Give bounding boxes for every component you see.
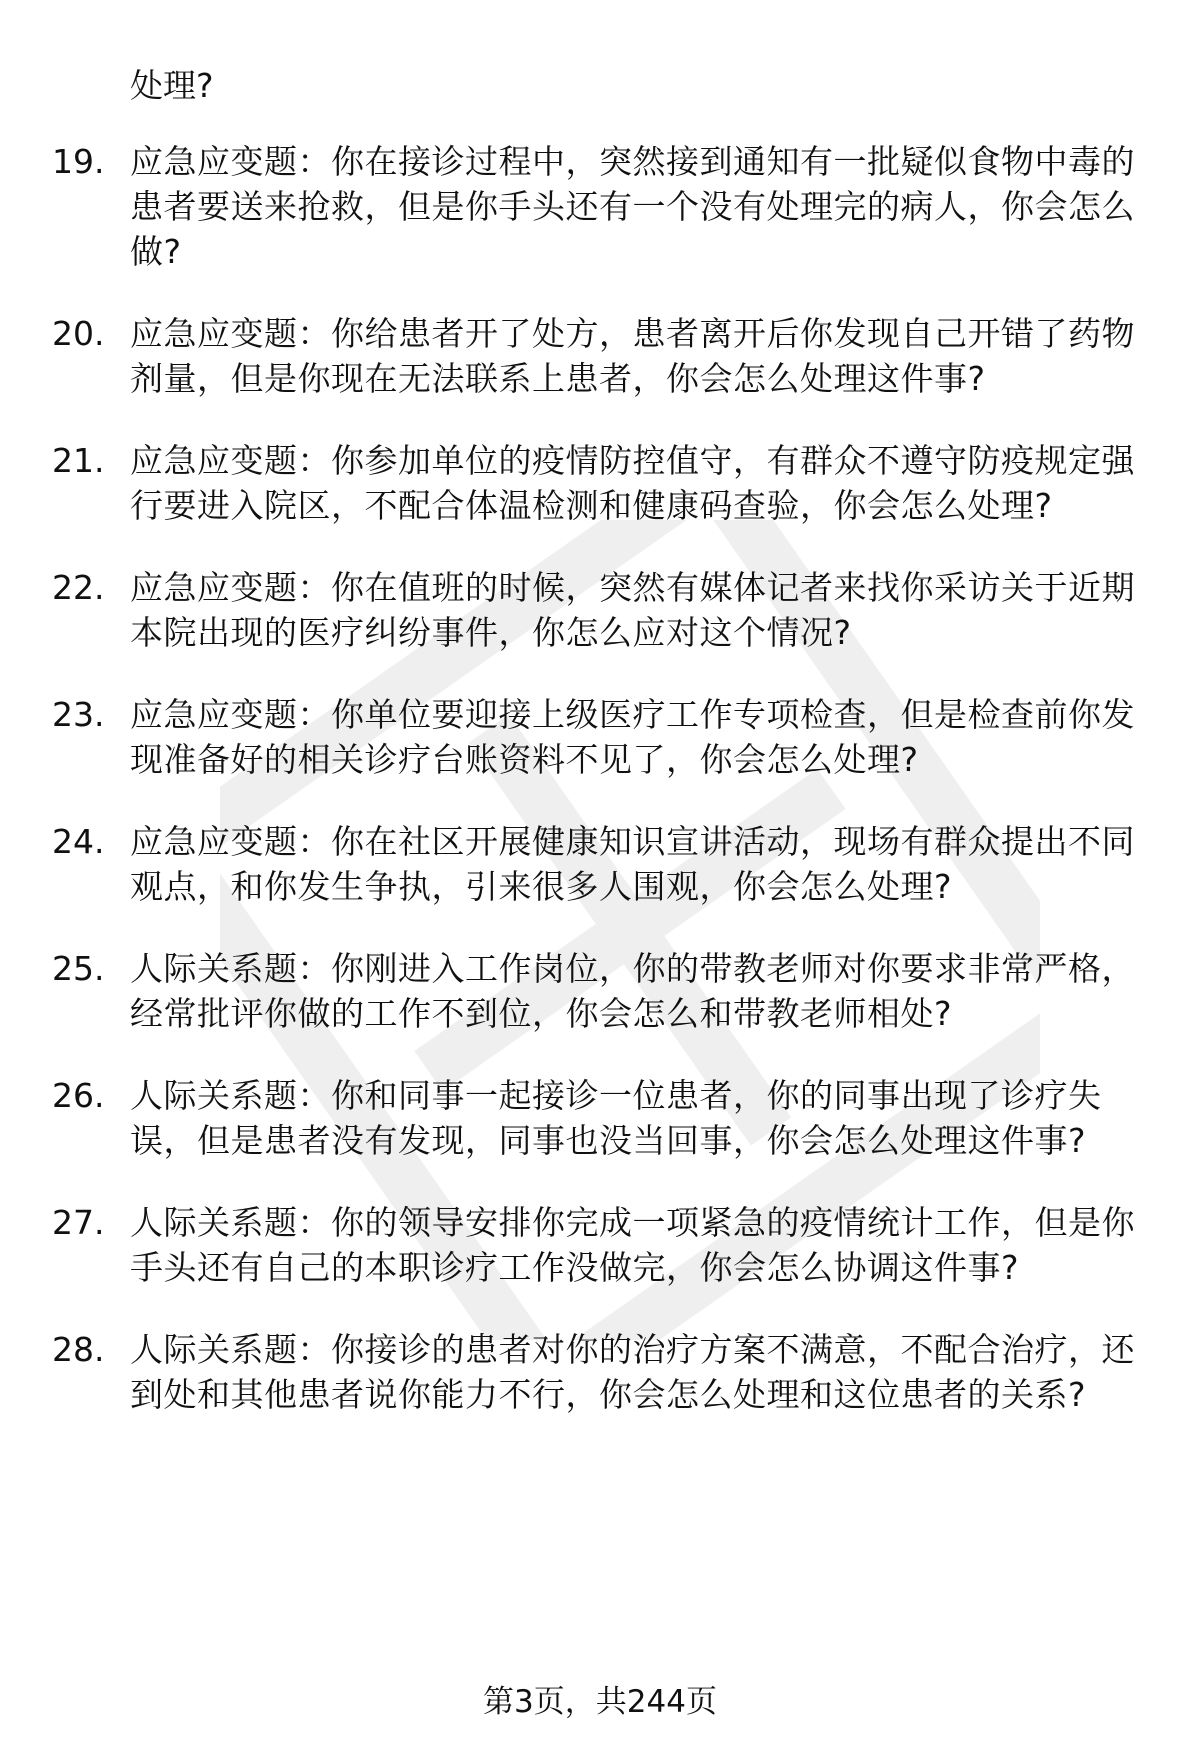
question-text: 应急应变题：你在接诊过程中，突然接到通知有一批疑似食物中毒的患者要送来抢救，但是你手头还有一个没有处理完的病人，你会怎么做? [130,142,1135,271]
question-item [0,565,1200,655]
question-number: 24. [52,822,105,861]
question-item [0,946,1200,1036]
question-number: 22. [52,568,105,607]
question-number: 28. [52,1330,105,1369]
question-number: 20. [52,314,105,353]
question-text: 人际关系题：你刚进入工作岗位，你的带教老师对你要求非常严格，经常批评你做的工作不到位，你会怎么和带教老师相处? [130,949,1135,1033]
question-item [0,1200,1200,1290]
question-item [0,311,1200,401]
question-text: 应急应变题：你在社区开展健康知识宣讲活动，现场有群众提出不同观点，和你发生争执，引来很多人围观，你会怎么处理? [130,822,1135,906]
question-text: 人际关系题：你和同事一起接诊一位患者，你的同事出现了诊疗失误，但是患者没有发现，同事也没当回事，你会怎么处理这件事? [130,1076,1102,1160]
question-text: 应急应变题：你在值班的时候，突然有媒体记者来找你采访关于近期本院出现的医疗纠纷事件，你怎么应对这个情况? [130,568,1135,652]
continuation-text: 处理? [130,66,214,105]
question-item [0,1327,1200,1417]
question-number: 19. [52,142,105,181]
page-footer: 第3页，共244页 [483,1684,717,1720]
question-number: 27. [52,1203,105,1242]
question-text: 应急应变题：你给患者开了处方，患者离开后你发现自己开错了药物剂量，但是你现在无法联系上患者，你会怎么处理这件事? [130,314,1135,398]
question-number: 25. [52,949,105,988]
question-text: 人际关系题：你的领导安排你完成一项紧急的疫情统计工作，但是你手头还有自己的本职诊疗工作没做完，你会怎么协调这件事? [130,1203,1135,1287]
question-item [0,692,1200,782]
question-number: 21. [52,441,105,480]
question-text: 人际关系题：你接诊的患者对你的治疗方案不满意，不配合治疗，还到处和其他患者说你能力不行，你会怎么处理和这位患者的关系? [130,1330,1135,1414]
question-text: 应急应变题：你参加单位的疫情防控值守，有群众不遵守防疫规定强行要进入院区，不配合体温检测和健康码查验，你会怎么处理? [130,441,1135,525]
question-text: 应急应变题：你单位要迎接上级医疗工作专项检查，但是检查前你发现准备好的相关诊疗台账资料不见了，你会怎么处理? [130,695,1135,779]
question-item [0,139,1200,274]
question-number: 26. [52,1076,105,1115]
question-item [0,819,1200,909]
question-item [0,1073,1200,1163]
question-number: 23. [52,695,105,734]
question-item [0,438,1200,528]
question-list [0,139,1200,1454]
